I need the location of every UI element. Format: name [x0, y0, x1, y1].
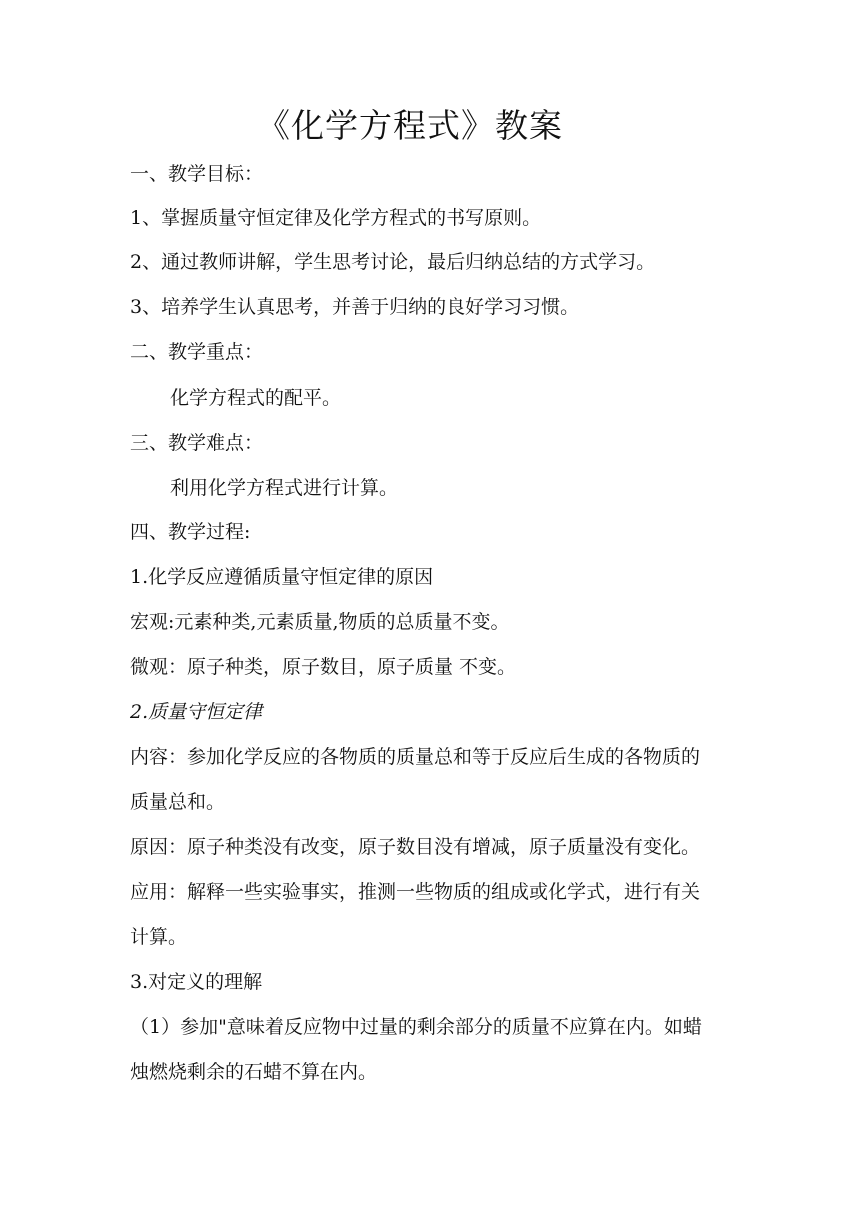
- section-heading-process: 四、教学过程:: [130, 521, 251, 543]
- process-subheading-1: 1.化学反应遵循质量守恒定律的原因: [130, 566, 434, 588]
- definition-note-line-1: （1）参加"意味着反应物中过量的剩余部分的质量不应算在内。如蜡: [130, 1016, 702, 1038]
- macro-explanation: 宏观:元素种类,元素质量,物质的总质量不变。: [130, 611, 510, 633]
- objective-item-2: 2、通过教师讲解，学生思考讨论，最后归纳总结的方式学习。: [130, 251, 656, 273]
- process-subheading-2: 2.质量守恒定律: [130, 701, 263, 723]
- objective-item-3: 3、培养学生认真思考，并善于归纳的良好学习习惯。: [130, 296, 580, 318]
- document-title: 《化学方程式》教案: [257, 106, 563, 145]
- objective-item-1: 1、掌握质量守恒定律及化学方程式的书写原则。: [130, 207, 542, 229]
- section-heading-objectives: 一、教学目标：: [130, 163, 264, 185]
- definition-note-line-2: 烛燃烧剩余的石蜡不算在内。: [130, 1061, 378, 1083]
- process-subheading-3: 3.对定义的理解: [130, 971, 263, 993]
- law-application-line-1: 应用：解释一些实验事实，推测一些物质的组成或化学式，进行有关: [130, 881, 701, 903]
- law-reason: 原因：原子种类没有改变，原子数目没有增减，原子质量没有变化。: [130, 836, 701, 858]
- section-heading-key-points: 二、教学重点：: [130, 341, 264, 363]
- law-content-line-1: 内容：参加化学反应的各物质的质量总和等于反应后生成的各物质的: [130, 746, 701, 768]
- micro-explanation: 微观：原子种类，原子数目，原子质量 不变。: [130, 656, 517, 678]
- law-content-line-2: 质量总和。: [130, 791, 226, 813]
- key-point-text: 化学方程式的配平。: [170, 387, 342, 409]
- section-heading-difficulties: 三、教学难点：: [130, 432, 264, 454]
- difficulty-text: 利用化学方程式进行计算。: [170, 477, 399, 499]
- law-application-line-2: 计算。: [130, 926, 188, 948]
